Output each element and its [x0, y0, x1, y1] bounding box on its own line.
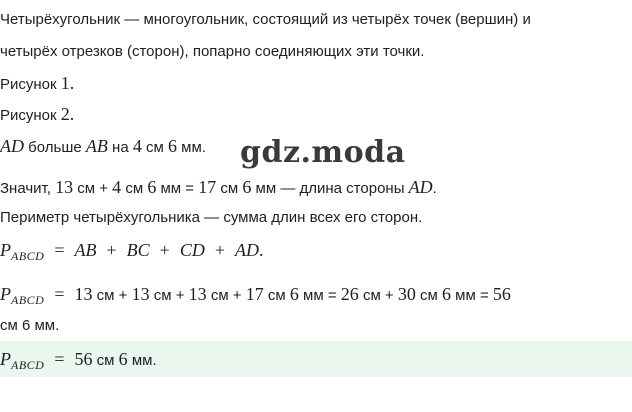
watermark-logo: gdz.moda	[240, 135, 406, 170]
answer-line: $P_{ABCD} = 56$ см 6 мм.	[0, 349, 157, 372]
figure-2-caption: Рисунок 2.	[0, 104, 75, 124]
perimeter-calculation-continued: см 6 мм.	[0, 317, 60, 334]
definition-line-1: Четырёхугольник — многоугольник, состоящий из четырёх точек (вершин) и	[0, 11, 531, 28]
perimeter-formula: $P_{ABCD}$ = AB + BC + CD + AD.	[0, 240, 264, 263]
perimeter-definition: Периметр четырёхугольника — сумма длин всех его сторон.	[0, 209, 423, 226]
perimeter-calculation: $P_{ABCD} = 13$ см + 13 см + 13 см + 17 см 6 мм = 26 см + 30 см 6 мм = 56	[0, 284, 511, 307]
side-ad-calculation: Значит, 13 см + 4 см 6 мм = 17 см 6 мм — длина стороны AD.	[0, 177, 437, 197]
statement-ad-greater: AD больше AB на 4 см 6 мм.	[0, 136, 206, 156]
definition-line-2: четырёх отрезков (сторон), попарно соединяющих эти точки.	[0, 43, 425, 60]
figure-1-caption: Рисунок 1.	[0, 73, 75, 93]
